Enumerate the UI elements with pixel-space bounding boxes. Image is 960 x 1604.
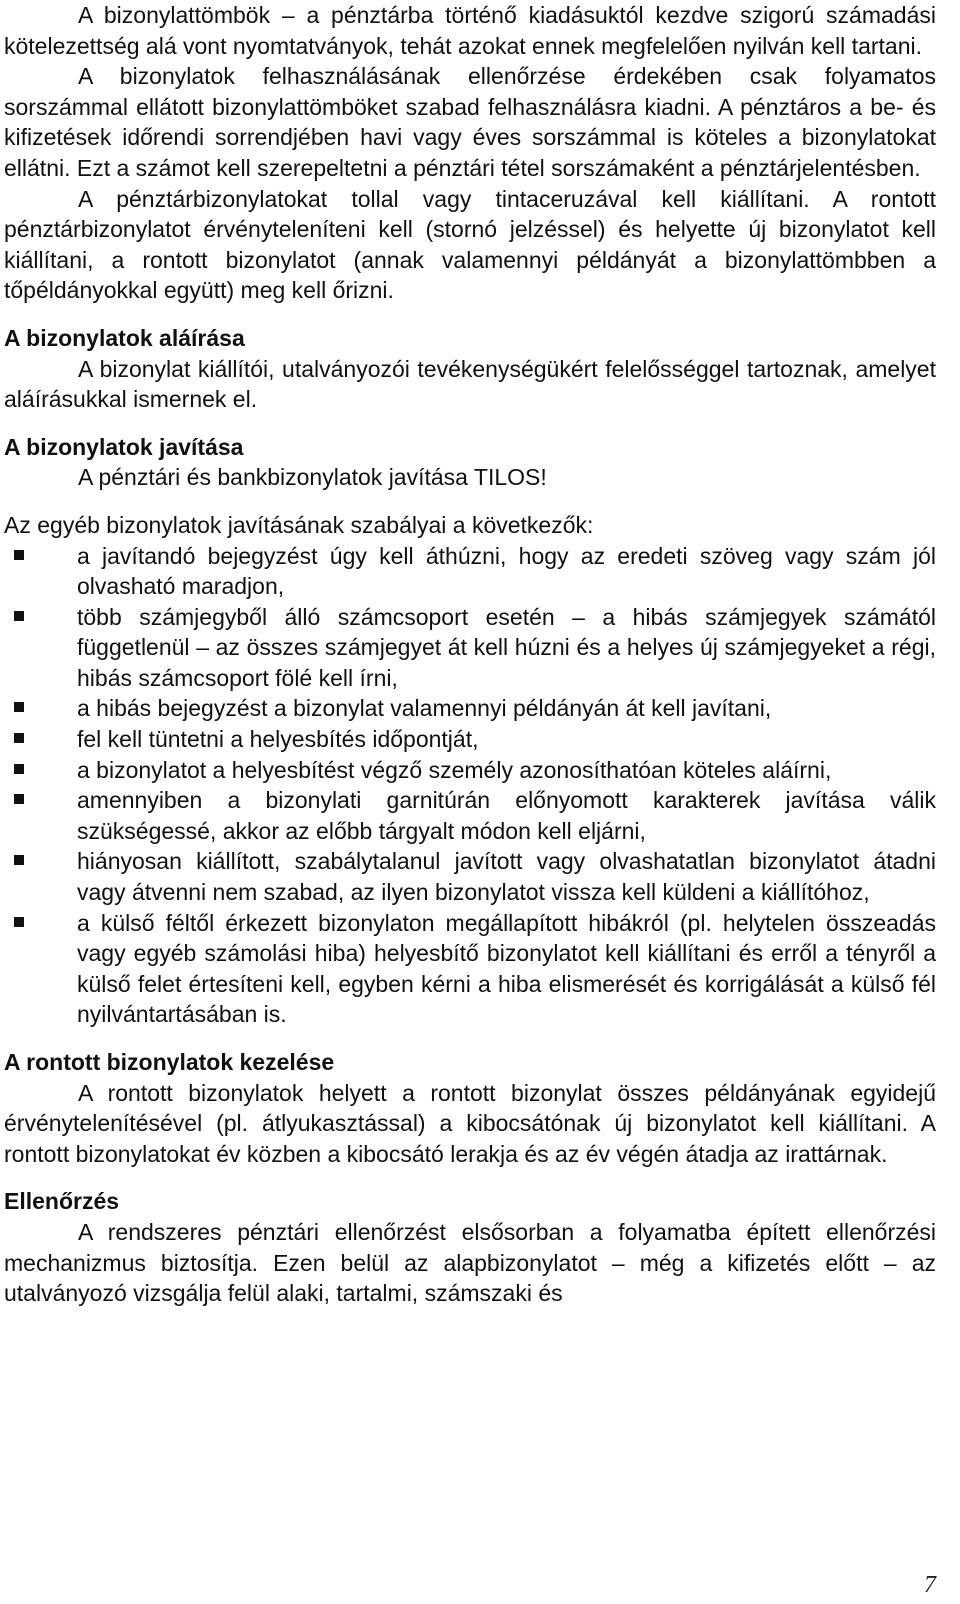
list-item-text: több számjegyből álló számcsoport esetén – a hibás számjegyek számától függetlenül – az összes számjegyet át kell húzni és a helyes új számjegyeket a régi, hibás számcsoport fölé kell írni,: [77, 603, 936, 691]
section-heading-alairas: A bizonylatok aláírása: [4, 324, 245, 351]
square-bullet-icon: [14, 611, 24, 621]
square-bullet-icon: [14, 702, 24, 712]
list-item-text: hiányosan kiállított, szabálytalanul javított vagy olvashatatlan bizonylatot átadni vagy átvenni nem szabad, az ilyen bizonylatot vissza kell küldeni a kiállítóhoz,: [77, 848, 936, 906]
square-bullet-icon: [14, 794, 24, 804]
list-item: [4, 602, 936, 694]
paragraph-kiallitas: A pénztárbizonylatokat tollal vagy tintaceruzával kell kiállítani. A rontott pénztárbizonylatot érvényteleníteni kell (stornó jelzéssel) és helyette új bizonylatot kell kiállítani, a rontott bizonylatot (annak valamennyi példányát a bizonylattömbben a tőpéldányokkal együtt) meg kell őrizni.: [4, 185, 936, 304]
section-egyeb-javitas: [4, 510, 936, 1030]
list-item-text: fel kell tüntetni a helyesbítés időpontját,: [77, 726, 479, 753]
list-item: [4, 846, 936, 907]
square-bullet-icon: [14, 733, 24, 743]
list-item-text: a javítandó bejegyzést úgy kell áthúzni, hogy az eredeti szöveg vagy szám jól olvasható maradjon,: [77, 542, 936, 600]
list-item: [4, 724, 936, 755]
section-ellenorzes: [4, 1186, 936, 1308]
section-heading-ellenorzes: Ellenőrzés: [4, 1188, 120, 1215]
section-javitas: [4, 432, 936, 493]
square-bullet-icon: [14, 917, 24, 927]
list-item: [4, 785, 936, 846]
list-item: [4, 693, 936, 724]
list-item: [4, 755, 936, 786]
square-bullet-icon: [14, 855, 24, 865]
section-rontott: [4, 1047, 936, 1169]
square-bullet-icon: [14, 764, 24, 774]
list-item-text: a külső féltől érkezett bizonylaton megállapított hibákról (pl. helytelen összeadás vagy egyéb számolási hiba) helyesbítő bizonylatot kell kiállítani és erről a tényről a külső felet értesíteni kell, egyben kérni a hiba elismerését és korrigálását a külső fél nyilvántartásában is.: [77, 909, 936, 1028]
rules-list: [4, 541, 936, 1031]
page-number: 7: [924, 1572, 936, 1598]
section-text-javitas: A pénztári és bankbizonylatok javítása TILOS!: [78, 464, 547, 491]
section-text-rontott: A rontott bizonylatok helyett a rontott bizonylat összes példányának egyidejű érvénytelenítésével (pl. átlyukasztással) a kibocsátónak új bizonylatot kell kiállítani. A rontott bizonylatokat év közben a kibocsátó lerakja és az év végén átadja az irattárnak.: [4, 1079, 936, 1167]
egyeb-intro: Az egyéb bizonylatok javításának szabályai a következők:: [4, 511, 594, 538]
list-item: [4, 541, 936, 602]
square-bullet-icon: [14, 550, 24, 560]
section-text-alairas: A bizonylat kiállítói, utalványozói tevékenységükért felelősséggel tartoznak, amelyet aláírásukkal ismernek el.: [4, 355, 936, 413]
section-heading-rontott: A rontott bizonylatok kezelése: [4, 1049, 335, 1075]
paragraph-felhasznalas: A bizonylatok felhasználásának ellenőrzése érdekében csak folyamatos sorszámmal ellátott bizonylattömböket szabad felhasználásra kiadni. A pénztáros a be- és kifizetések időrendi sorrendjében havi vagy éves sorszámmal is köteles a bizonylatokat ellátni. Ezt a számot kell szerepeltetni a pénztári tétel sorszámaként a pénztárjelentésben.: [4, 63, 936, 181]
section-alairas: [4, 323, 936, 415]
paragraph-bizonylattombok: A bizonylattömbök – a pénztárba történő kiadásuktól kezdve szigorú számadási kötelezettség alá vont nyomtatványok, tehát azokat ennek megfelelően nyilván kell tartani.: [4, 2, 936, 59]
section-text-ellenorzes: A rendszeres pénztári ellenőrzést elsősorban a folyamatba épített ellenőrzési mechanizmus biztosítja. Ezen belül az alapbizonylatot – még a kifizetés előtt – az utalványozó vizsgálja felül alaki, tartalmi, számszaki és: [4, 1218, 936, 1307]
list-item: [4, 908, 936, 1030]
section-heading-javitas: A bizonylatok javítása: [4, 433, 244, 460]
list-item-text: a bizonylatot a helyesbítést végző személy azonosíthatóan köteles aláírni,: [77, 756, 832, 783]
list-item-text: a hibás bejegyzést a bizonylat valamennyi példányán át kell javítani,: [77, 695, 772, 722]
list-item-text: amennyiben a bizonylati garnitúrán előnyomott karakterek javítása válik szükségessé, akkor az előbb tárgyalt módon kell eljárni,: [77, 787, 936, 844]
